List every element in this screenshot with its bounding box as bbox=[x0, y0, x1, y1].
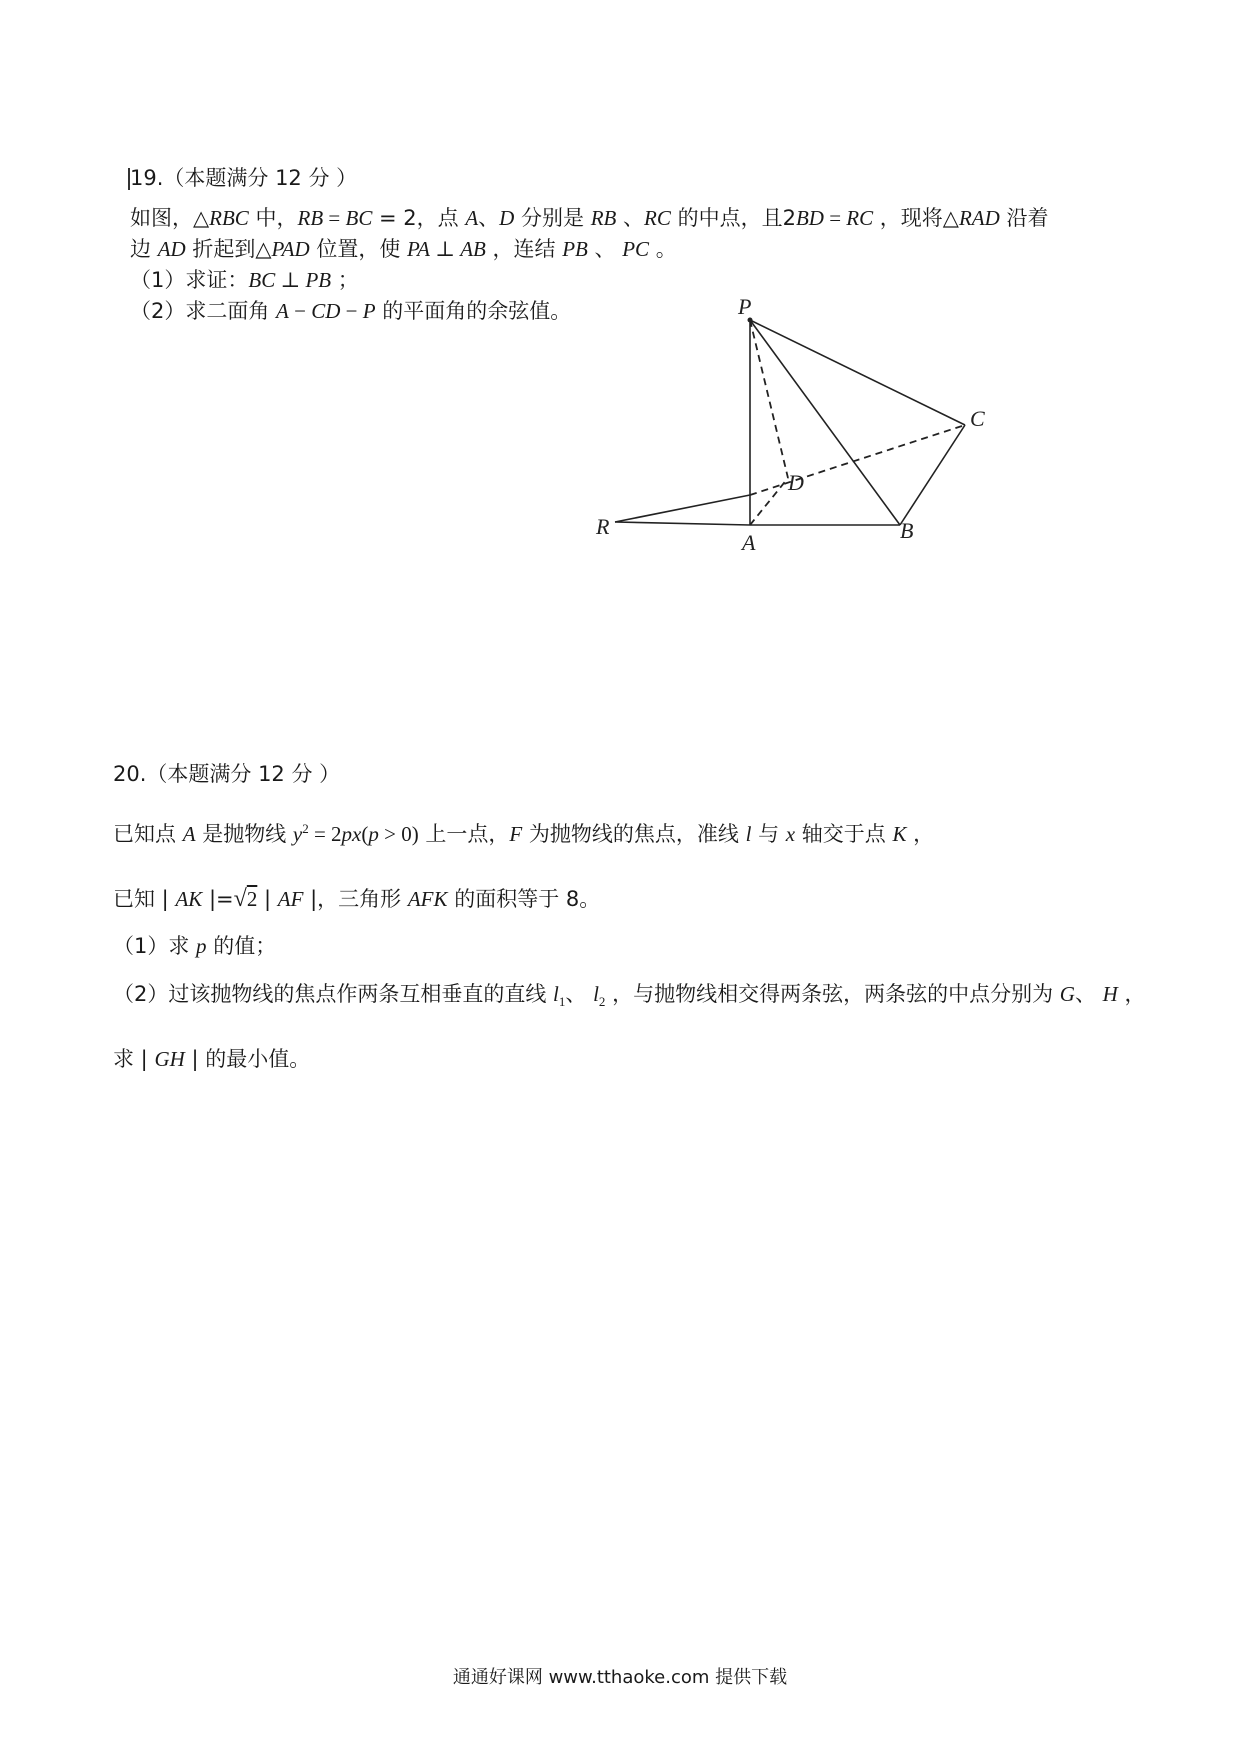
q19-line-2: 边 AD 折起到△PAD 位置，使 PA ⊥ AB ，连结 PB 、 PC 。 bbox=[130, 237, 677, 261]
q19-part-2: （2）求二面角 A − CD − P 的平面角的余弦值。 bbox=[130, 299, 572, 323]
edge-RA bbox=[615, 522, 750, 525]
label-B: B bbox=[900, 518, 914, 543]
label-P: P bbox=[738, 294, 752, 319]
edge-BC bbox=[900, 425, 965, 525]
q19-header: 19.（本题满分 12 分 ） bbox=[130, 166, 358, 190]
label-C: C bbox=[970, 406, 985, 431]
edge-PB bbox=[750, 320, 900, 525]
edge-AD-hidden bbox=[750, 478, 788, 525]
q20-header: 20.（本题满分 12 分 ） bbox=[113, 762, 341, 786]
edge-PC bbox=[750, 320, 965, 425]
q19-line-1: 如图，△RBC 中，RB = BC = 2，点 A、D 分别是 RB 、RC 的中点，且2BD = RC ，现将△RAD 沿着 bbox=[130, 206, 1049, 230]
q20-line-1: 已知点 A 是抛物线 $y^2 = 2px(p > 0)$ 上一点，F 为抛物线的焦点，准线 l 与 x 轴交于点 K ， bbox=[113, 821, 935, 846]
q20-part-2: （2）过该抛物线的焦点作两条互相垂直的直线 $l_1$、 $l_2$ ，与抛物线相交得两条弦，两条弦的中点分别为 G、 H ， bbox=[113, 982, 1146, 1010]
edge-RD bbox=[615, 495, 750, 522]
q20-part-1: （1）求 p 的值； bbox=[113, 934, 277, 958]
label-R: R bbox=[596, 514, 610, 539]
q20-line-5: 求 | GH | 的最小值。 bbox=[113, 1047, 311, 1071]
q19-part-1: （1）求证：BC ⊥ PB ； bbox=[130, 268, 359, 292]
label-D: D bbox=[788, 470, 804, 495]
q20-line-2: 已知 | AK |=√2 | AF |，三角形 AFK 的面积等于 8。 bbox=[113, 886, 601, 912]
footer-source: 通通好课网 www.tthaoke.com 提供下载 bbox=[452, 1667, 788, 1688]
pyramid-figure bbox=[570, 290, 1010, 560]
edge-PD-hidden bbox=[750, 320, 788, 478]
label-A: A bbox=[742, 530, 756, 555]
